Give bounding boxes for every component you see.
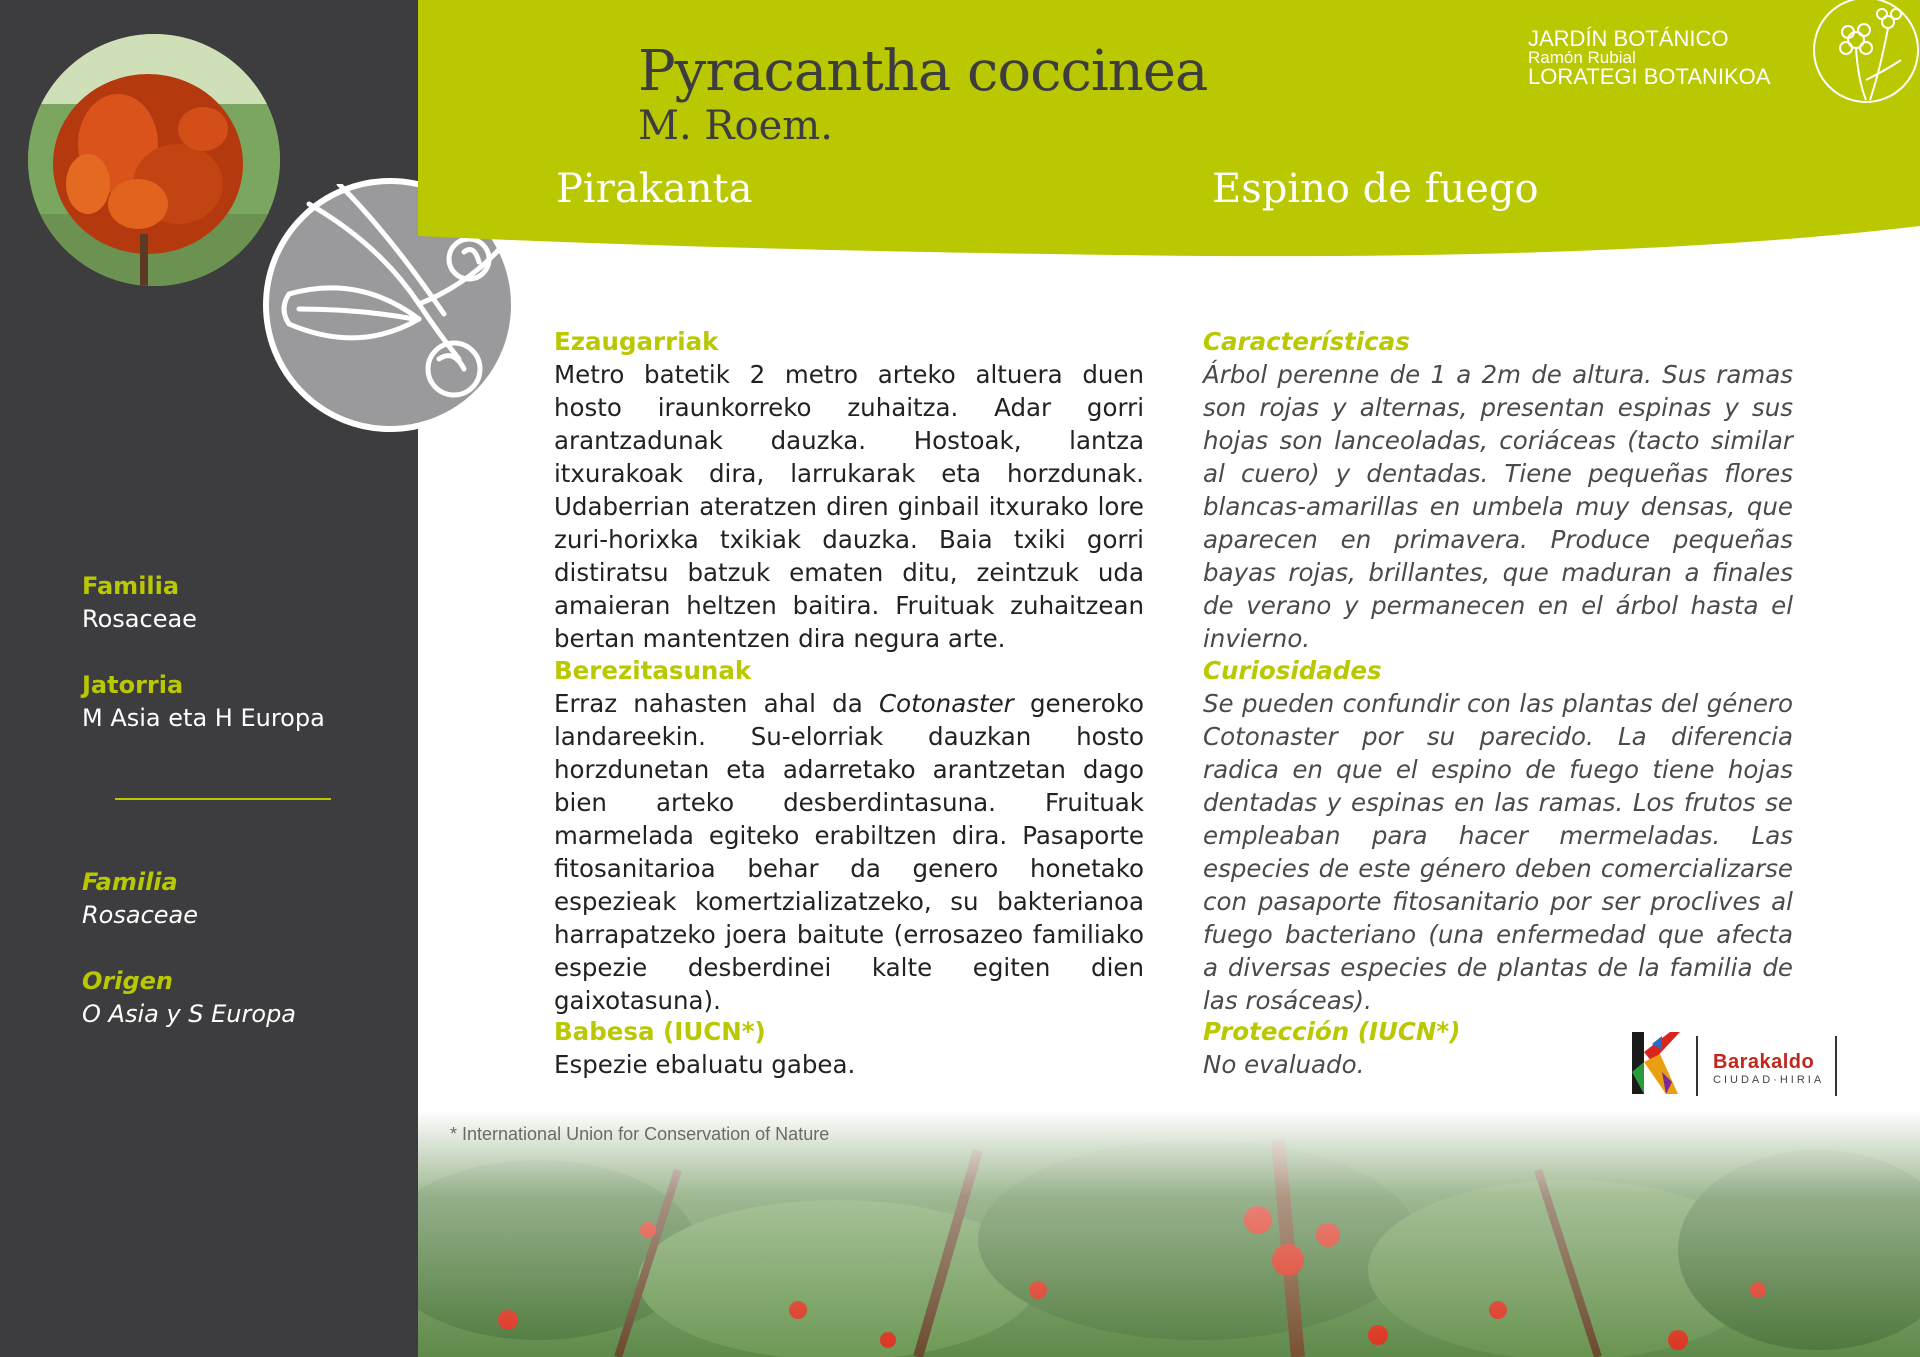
features-title-es: Características (1203, 327, 1410, 356)
special-text-eu (554, 687, 1144, 1017)
sidebar-eu-info (82, 570, 325, 735)
brand-name: Barakaldo (1713, 1051, 1815, 1073)
family-value-es: Rosaceae (82, 901, 199, 929)
features-section-eu (554, 325, 1144, 655)
origin-value-eu: M Asia eta H Europa (82, 704, 325, 732)
garden-logo-line1: JARDÍN BOTÁNICO (1528, 26, 1729, 51)
iucn-footnote: * International Union for Conservation of Nature (450, 1124, 830, 1144)
genus-name-eu: Cotonaster (878, 689, 1014, 718)
family-value-eu: Rosaceae (82, 605, 197, 633)
family-label-es: Familia (82, 868, 178, 896)
common-name-es: Espino de fuego (1212, 166, 1539, 212)
protection-text-es: No evaluado. (1203, 1050, 1365, 1079)
protection-title-eu: Babesa (IUCN*) (554, 1017, 766, 1046)
species-author: M. Roem. (638, 103, 833, 149)
origin-label-eu: Jatorria (82, 671, 184, 699)
special-title-es: Curiosidades (1203, 656, 1382, 685)
protection-section-eu (554, 1015, 1144, 1081)
garden-logo-line3: LORATEGI BOTANIKOA (1528, 64, 1771, 89)
common-name-eu: Pirakanta (556, 166, 753, 212)
features-title-eu: Ezaugarriak (554, 327, 719, 356)
origin-label-es: Origen (82, 967, 174, 995)
special-title-eu: Berezitasunak (554, 656, 752, 685)
sidebar-divider (115, 798, 331, 800)
garden-logo-line2: Ramón Rubial (1528, 48, 1636, 67)
special-text-es-b: por su parecido. La diferencia radica en que el espino de fuego tiene hojas dentadas y espinas en las ramas. Los frutos se empleaban para hacer mermeladas. Las especies de este género deben comercializarse con pasaporte fitosanitario por ser proclives al fuego bacteriano (una enfermedad que afecta a diversas especies de plantas de la familia de las rosáceas). (1203, 722, 1793, 1015)
protection-title-es: Protección (IUCN*) (1203, 1017, 1461, 1046)
family-label-eu: Familia (82, 572, 180, 600)
sidebar (0, 0, 418, 1357)
brand-separator-right (1835, 1036, 1837, 1096)
special-text-eu-a: Erraz nahasten ahal da (554, 689, 879, 718)
scientific-name: Pyracantha coccinea (638, 39, 1208, 104)
features-text-eu: Metro batetik 2 metro arteko altuera duen hosto iraunkorreko zuhaitza. Adar gorri arantzadunak dauzka. Hostoak, lantza itxurakoak dira, larrukarak eta horzdunak. Udaberrian ateratzen diren ginbail itxurako lore zuri-horixka txikiak dauzka. Baia txiki gorri distiratsu batzuk ematen ditu, zeintzuk uda amaieran heltzen baitira. Fruituak zuhaitzean bertan mantentzen dira negura arte. (554, 360, 1144, 653)
special-text-eu-b: generoko landareekin. Su-elorriak dauzkan hosto horzdunetan eta adarretako arantzetan dago bien arteko desberdintasuna. Fruituak marmelada egiteko erabiltzen dira. Pasaporte fitosanitarioa behar da genero honetako espezieak komertzializatzeko, su bakterianoa harrapatzeko joera baitute (errosazeo familiako espezie desberdinei kalte egiten dien gaixotasuna). (554, 689, 1145, 1015)
sidebar-es-info (82, 866, 296, 1031)
origin-value-es: O Asia y S Europa (82, 1000, 297, 1028)
special-text-es (1203, 687, 1793, 1017)
brand-separator (1696, 1036, 1698, 1096)
features-text-es: Árbol perenne de 1 a 2m de altura. Sus ramas son rojas y alternas, presentan espinas y sus hojas son lanceoladas, coriáceas (tacto similar al cuero) y dentadas. Tiene pequeñas flores blancas-amarillas en umbela muy densas, que aparecen en primavera. Produce pequeñas bayas rojas, brillantes, que maduran a finales de verano y permanecen en el árbol hasta el invierno. (1203, 360, 1793, 653)
garden-flower-icon (1806, 0, 1920, 114)
special-text-es-a: Se pueden confundir con las plantas del género (1203, 689, 1793, 718)
special-section-es (1203, 654, 1793, 1017)
protection-text-eu: Espezie ebaluatu gabea. (554, 1050, 856, 1079)
plant-photo (28, 34, 280, 286)
garden-logo-text (1528, 28, 1770, 87)
special-section-eu (554, 654, 1144, 1017)
features-section-es (1203, 325, 1793, 655)
bottom-plant-photo (418, 1110, 1920, 1357)
genus-name-es: Cotonaster (1203, 722, 1338, 751)
brand-subtitle: CIUDAD·HIRIA (1713, 1074, 1825, 1086)
